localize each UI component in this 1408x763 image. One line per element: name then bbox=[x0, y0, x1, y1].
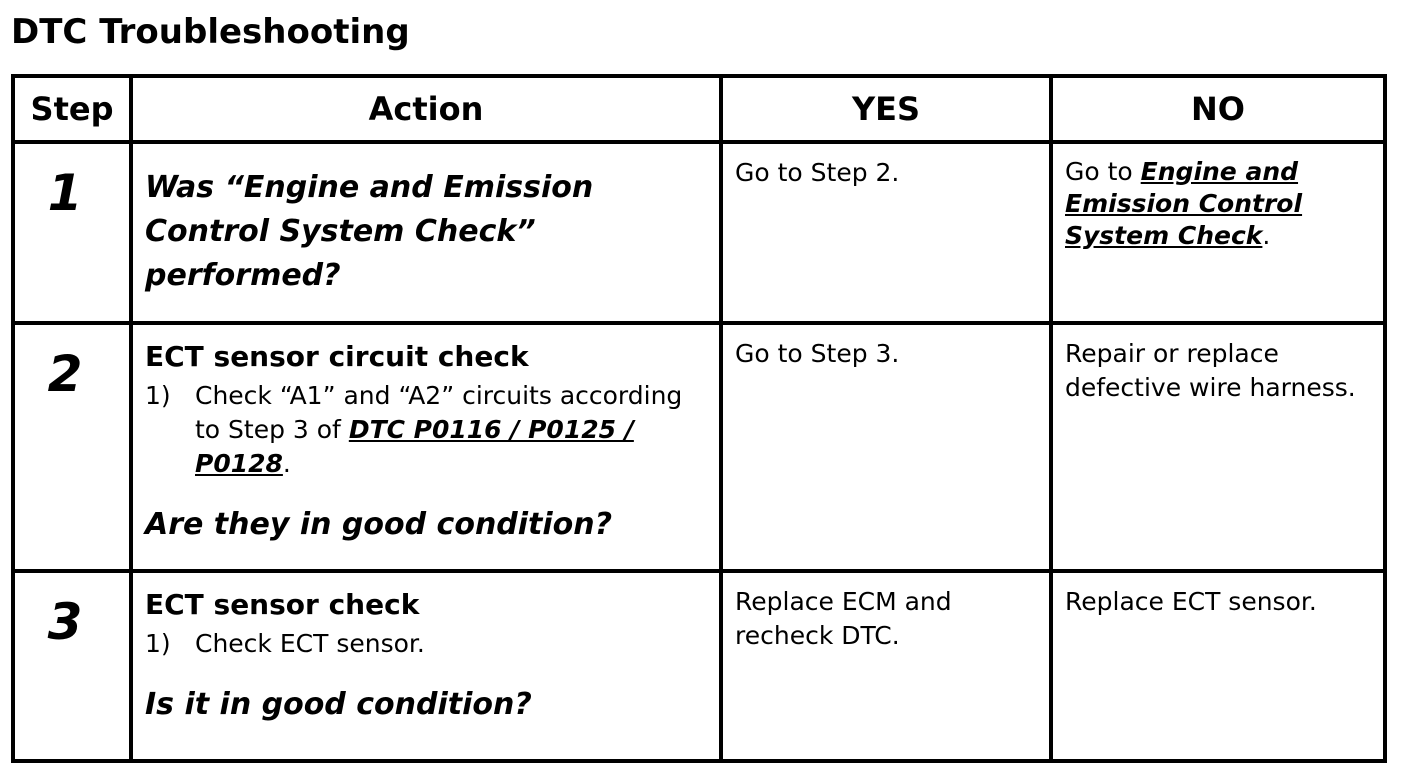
action-heading: ECT sensor circuit check bbox=[145, 340, 529, 373]
step-number: 1 bbox=[47, 164, 83, 222]
no-result: Repair or replace defective wire harness. bbox=[1065, 339, 1356, 402]
yes-cell bbox=[721, 142, 1051, 323]
column-header-yes: YES bbox=[721, 76, 1051, 142]
yes-cell bbox=[721, 323, 1051, 571]
action-question: Is it in good condition? bbox=[145, 687, 532, 722]
action-question: Was “Engine and Emission Control System Check” performed? bbox=[145, 170, 594, 293]
engine-emission-check-link[interactable]: Engine and Emission Control System Check bbox=[1065, 157, 1303, 250]
no-cell bbox=[1051, 323, 1385, 571]
troubleshooting-table bbox=[11, 74, 1387, 763]
substep-number: 1) bbox=[145, 629, 171, 658]
substep-text-body: Check “A1” and “A2” circuits according to Step 3 of bbox=[195, 381, 683, 444]
step-cell bbox=[13, 571, 131, 761]
column-header-action: Action bbox=[131, 76, 721, 142]
table-row bbox=[13, 142, 1385, 323]
table-row bbox=[13, 323, 1385, 571]
yes-cell bbox=[721, 571, 1051, 761]
no-result: Replace ECT sensor. bbox=[1065, 587, 1317, 616]
column-header-no: NO bbox=[1051, 76, 1385, 142]
action-question: Are they in good condition? bbox=[145, 507, 613, 542]
step-number: 3 bbox=[47, 593, 83, 651]
substep-text: Check ECT sensor. bbox=[195, 629, 425, 658]
no-cell bbox=[1051, 142, 1385, 323]
yes-result: Go to Step 3. bbox=[735, 339, 900, 368]
table-row bbox=[13, 571, 1385, 761]
column-header-step: Step bbox=[13, 76, 131, 142]
yes-result: Go to Step 2. bbox=[735, 158, 900, 187]
action-substep bbox=[145, 379, 703, 481]
substep-number: 1) bbox=[145, 381, 171, 410]
action-cell bbox=[131, 142, 721, 323]
no-cell bbox=[1051, 571, 1385, 761]
action-substep bbox=[145, 627, 703, 661]
table-header-row bbox=[13, 76, 1385, 142]
yes-result: Replace ECM and recheck DTC. bbox=[735, 587, 952, 650]
step-number: 2 bbox=[47, 345, 83, 403]
step-cell bbox=[13, 323, 131, 571]
substep-text-suffix: . bbox=[282, 449, 291, 478]
dtc-reference-link[interactable]: DTC P0116 / P0125 / P0128 bbox=[195, 415, 634, 478]
action-cell bbox=[131, 571, 721, 761]
substep-text bbox=[195, 379, 703, 481]
action-heading: ECT sensor check bbox=[145, 588, 420, 621]
step-cell bbox=[13, 142, 131, 323]
action-cell bbox=[131, 323, 721, 571]
page-title: DTC Troubleshooting bbox=[11, 12, 410, 52]
no-result-prefix: Go to bbox=[1065, 157, 1141, 186]
no-result-suffix: . bbox=[1262, 221, 1271, 250]
